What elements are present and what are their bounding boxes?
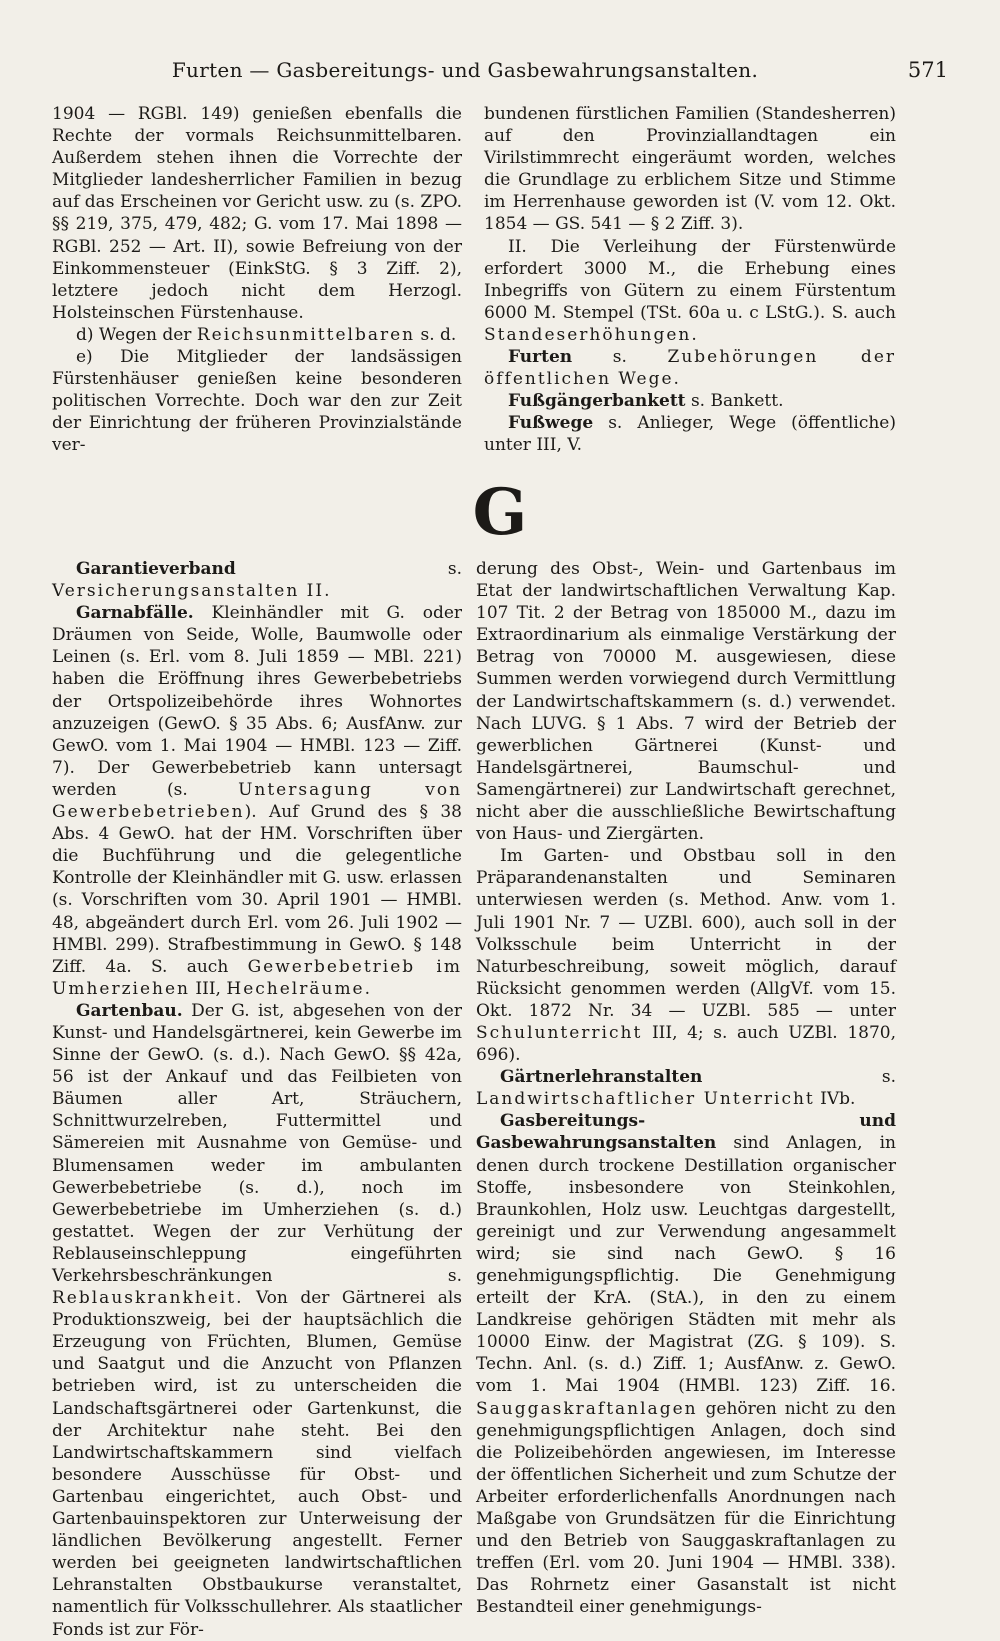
entry-garantieverband: Garantieverband s. Versicherungsanstalten II. xyxy=(52,559,462,602)
entry-term: Fußwege xyxy=(508,413,594,434)
cross-reference: Landwirtschaftlicher Unterricht xyxy=(476,1089,815,1110)
entry-term: Gartenbau. xyxy=(76,1000,183,1021)
page-header xyxy=(52,58,948,92)
entry-gartenbau: Gartenbau. Der G. ist, abgesehen von der Kunst- und Handelsgärtnerei, kein Gewerbe im Sinne der GewO. (s. d.). Nach GewO. §§ 42a, 56 ist der Ankauf und das Feilbieten von Bäumen aller Art, Sträuchern, Schnittwurzelreben, Futtermittel und Sämereien mit Ausnahme von Gemüse- und Blumensamen weder im ambulanten Gewerbebetriebe (s. d.), noch im Gewerbebetriebe im Umherziehen (s. d.) gestattet. Wegen der zur Verhütung der Reblauseinschleppung eingeführten Verkehrsbeschränkungen s. Reblauskrankheit. Von der Gärtnerei als Produktionszweig, bei der hauptsächlich die Erzeugung von Früchten, Blumen, Gemüse und Saatgut und die Anzucht von Pflanzen betrieben wird, ist zu unterscheiden die Landschaftsgärtnerei oder Gartenkunst, die der Architektur nahe steht. Bei den Landwirtschaftskammern sind vielfach besondere Ausschüsse für Obst- und Gartenbau eingerichtet, auch Obst- und Gartenbauinspektoren zur Unterweisung der ländlichen Bevölkerung angestellt. Ferner werden bei geeigneten landwirtschaftlichen Lehranstalten Obstbaukurse veranstaltet, namentlich für Volksschullehrer. Als staatlicher Fonds ist zur För- xyxy=(52,1000,462,1640)
entry-furten: Furten s. Zubehörungen der öffentlichen Wege. xyxy=(484,347,897,390)
paragraph: e) Die Mitglieder der landsässigen Fürstenhäuser genießen keine besonderen politischen Vorrechte. Doch war den zur Zeit der Einrichtung der früheren Provinzialstände ver- xyxy=(52,347,462,456)
entry-term: Fußgängerbankett xyxy=(508,391,686,412)
paragraph: 1904 — RGBl. 149) genießen ebenfalls die Rechte der vormals Reichsunmittelbaren. Außerdem stehen ihnen die Vorrechte der Mitglieder landesherrlicher Familien in bezug auf das Erscheinen vor Gericht usw. zu (s. ZPO. §§ 219, 375, 479, 482; G. vom 17. Mai 1898 — RGBl. 252 — Art. II), sowie Befreiung von der Einkommensteuer (EinkStG. § 3 Ziff. 2), letztere jedoch nicht dem Herzogl. Holsteinschen Fürstenhause. xyxy=(52,104,462,323)
cross-reference: Standeserhöhungen. xyxy=(484,324,699,345)
page-number: 571 xyxy=(907,58,948,82)
cross-reference: Anlieger, Wege (öffentliche) xyxy=(637,413,897,434)
entry-gaertnerlehranstalten: Gärtnerlehranstalten s. Landwirtschaftlicher Unterricht IVb. xyxy=(476,1067,896,1110)
entry-term: Garnabfälle. xyxy=(76,603,194,624)
cross-reference: Untersagung von Gewerbebetrieben xyxy=(52,779,463,823)
running-title: Furten — Gasbereitungs- und Gasbewahrungsanstalten. xyxy=(171,58,759,82)
entry-term: Garantieverband xyxy=(76,559,236,579)
cross-reference: Gewerbebetrieb im Umherziehen xyxy=(52,956,462,999)
paragraph: Im Garten- und Obstbau soll in den Präparandenanstalten und Seminaren unterwiesen werden (s. Method. Anw. vom 1. Juli 1901 Nr. 7 — UZBl. 600), auch soll in der Volksschule beim Unterricht in der Naturbeschreibung, soweit möglich, darauf Rücksicht genommen werden (AllgVf. vom 15. Okt. 1872 Nr. 34 — UZBl. 585 — unter Schulunterricht III, 4; s. auch UZBl. 1870, 696). xyxy=(476,846,897,1066)
cross-reference: Reichsunmittelbaren xyxy=(196,324,416,345)
entry-term: Furten xyxy=(508,347,573,368)
entry-fussgaengerbankett: Fußgängerbankett s. Bankett. xyxy=(508,391,784,412)
column-top-left xyxy=(52,103,462,457)
cross-reference: Reblauskrankheit. xyxy=(52,1288,244,1309)
column-bottom-right xyxy=(476,558,896,1619)
paragraph: bundenen fürstlichen Familien (Standesherren) auf den Provinziallandtagen ein Virilstimmrecht eingeräumt worden, welches die Grundlage zu erblichem Sitze und Stimme im Herrenhause geworden ist (V. vom 12. Okt. 1854 — GS. 541 — § 2 Ziff. 3). xyxy=(484,104,896,235)
cross-reference: Schulunterricht xyxy=(476,1022,643,1043)
column-top-right xyxy=(484,103,896,457)
entry-gasbereitungsanstalten: Gasbereitungs- und Gasbewahrungsanstalten sind Anlagen, in denen durch trockene Destillation organischer Stoffe, insbesondere von Steinkohlen, Braunkohlen, Holz usw. Leuchtgas dargestellt, gereinigt und zur Verwendung angesammelt wird; sie sind nach GewO. § 16 genehmigungspflichtig. Die Genehmigung erteilt der KrA. (StA.), in den zu einem Landkreise gehörigen Städten mit mehr als 10000 Einw. der Magistrat (ZG. § 109). S. Techn. Anl. (s. d.) Ziff. 1; AusfAnw. z. GewO. vom 1. Mai 1904 (HMBl. 123) Ziff. 16. Sauggaskraftanlagen gehören nicht zu den genehmigungspflichtigen Anlagen, doch sind die Polizeibehörden angewiesen, im Interesse der öffentlichen Sicherheit und zum Schutze der Arbeiter erforderlichenfalls Anordnungen nach Maßgabe von Grundsätzen für die Einrichtung und den Betrieb von Sauggaskraftanlagen zu treffen (Erl. vom 20. Juni 1904 — HMBl. 338). Das Rohrnetz einer Gasanstalt ist nicht Bestandteil einer genehmigungs- xyxy=(476,1111,896,1618)
entry-term: Gärtnerlehranstalten xyxy=(500,1067,703,1088)
paragraph: II. Die Verleihung der Fürstenwürde erfordert 3000 M., die Erhebung eines Inbegriffs von Gütern zu einem Fürstentum 6000 M. Stempel (TSt. 60a u. c LStG.). S. auch Standeserhöhungen. xyxy=(484,236,896,345)
cross-reference: Zubehörungen der öffentlichen Wege. xyxy=(484,347,897,390)
cross-reference: Hechelräume. xyxy=(226,978,373,999)
section-letter: G xyxy=(472,475,528,550)
paragraph: d) Wegen der Reichsunmittelbaren s. d. xyxy=(76,324,457,345)
paragraph: derung des Obst-, Wein- und Gartenbaus im Etat der landwirtschaftlichen Verwaltung Kap. 107 Tit. 2 der Betrag von 185000 M., dazu im Extraordinarium als einmalige Verstärkung der Betrag von 70000 M. ausgewiesen, diese Summen werden vorwiegend durch Vermittlung der Landwirtschaftskammern (s. d.) verwendet. Nach LUVG. § 1 Abs. 7 wird der Betrieb der gewerblichen Gärtnerei (Kunst- und Handelsgärtnerei, Baumschul- und Samengärtnerei) zur Landwirtschaft gerechnet, nicht aber die ausschließliche Bewirtschaftung von Haus- und Ziergärten. xyxy=(476,559,896,845)
cross-reference: Sauggaskraftanlagen xyxy=(476,1398,698,1419)
entry-term: Gasbereitungs- und Gasbewahrungsanstalten xyxy=(476,1111,896,1154)
entry-garnabfaelle: Garnabfälle. Kleinhändler mit G. oder Dräumen von Seide, Wolle, Baumwolle oder Leinen (s. Erl. vom 8. Juli 1859 — MBl. 221) haben die Eröffnung ihres Gewerbebetriebs der Ortspolizeibehörde ihres Wohnortes anzuzeigen (GewO. § 35 Abs. 6; AusfAnw. zur GewO. vom 1. Mai 1904 — HMBl. 123 — Ziff. 7). Der Gewerbebetrieb kann untersagt werden (s. Untersagung von Gewerbebetrieben). Auf Grund des § 38 Abs. 4 GewO. hat der HM. Vorschriften über die Buchführung und die gelegentliche Kontrolle der Kleinhändler mit G. usw. erlassen (s. Vorschriften vom 30. April 1901 — HMBl. 48, abgeändert durch Erl. vom 26. Juli 1902 — HMBl. 299). Strafbestimmung in GewO. § 148 Ziff. 4a. S. auch Gewerbebetrieb im Umherziehen III, Hechelräume. xyxy=(52,603,463,999)
cross-reference: Versicherungsanstalten II. xyxy=(52,581,332,602)
entry-fusswege: Fußwege s. Anlieger, Wege (öffentliche) unter III, V. xyxy=(484,413,897,456)
column-bottom-left xyxy=(52,558,462,1641)
